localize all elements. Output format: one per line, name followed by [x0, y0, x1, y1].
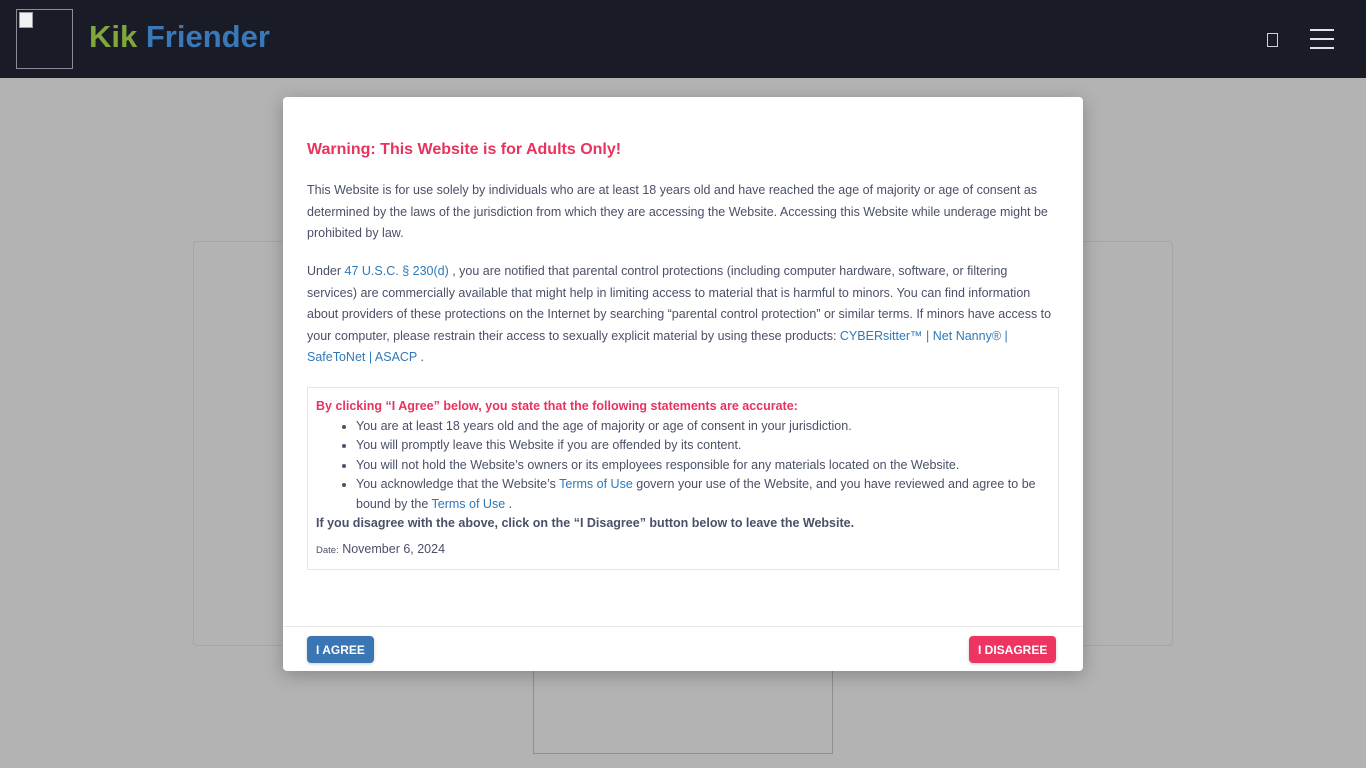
brand-part-kik: Kik: [89, 19, 138, 54]
date-label: Date:: [316, 545, 339, 556]
asacp-link[interactable]: ASACP: [374, 350, 418, 365]
hamburger-line: [1310, 29, 1334, 31]
safetonet-link[interactable]: SafeToNet: [307, 350, 366, 365]
adult-notice-paragraph: This Website is for use solely by individuals who are at least 18 years old and have reached the age of majority or age of consent as determined by the laws of the jurisdiction from which they are accessing the Website. Accessing this Website while underage might be prohibited by law.: [307, 183, 1048, 241]
item4-part3: .: [505, 496, 513, 511]
site-logo[interactable]: [16, 9, 73, 69]
law-link[interactable]: 47 U.S.C. § 230(d): [344, 264, 449, 278]
modal-title: Warning: This Website is for Adults Only!: [307, 141, 622, 158]
agreement-list: [356, 417, 1046, 514]
brand-part-friender: Friender: [145, 19, 270, 54]
broken-image-icon: [19, 12, 33, 28]
para2-end: .: [417, 350, 424, 365]
modal-footer: [283, 626, 1083, 671]
list-item: • You will not hold the Website’s owners or its employees responsible for any materials located on the Website.: [356, 456, 1046, 475]
agreement-heading: By clicking “I Agree” below, you state that the following statements are accurate:: [316, 399, 798, 413]
net-nanny-link[interactable]: Net Nanny®: [932, 328, 1002, 343]
parental-control-paragraph: [307, 261, 1059, 369]
hamburger-line: [1310, 47, 1334, 49]
cybersitter-link[interactable]: CYBERsitter™: [839, 328, 923, 343]
placeholder-glyph-icon[interactable]: [1267, 33, 1278, 47]
background-box: [533, 668, 833, 754]
separator: |: [922, 328, 933, 343]
date-value: November 6, 2024: [342, 542, 446, 556]
para2-prefix: Under: [307, 264, 345, 278]
hamburger-menu-icon[interactable]: [1310, 29, 1334, 49]
disagree-button[interactable]: I DISAGREE: [969, 636, 1056, 663]
separator: |: [365, 350, 375, 365]
item4-part2: govern your use of the Website, and you have reviewed and agree to be bound by the: [356, 477, 1036, 511]
para2-body: , you are notified that parental control protections (including computer hardware, software, or filtering services) are commercially available that might help in limiting access to material that is harmful to minors. You can find information about providers of these protections on the Internet by searching “parental control protection” or similar terms. If minors have access to your computer, please restrain their access to sexually explicit material by using these products:: [307, 264, 1052, 343]
agree-button[interactable]: I AGREE: [307, 636, 374, 663]
terms-of-use-link[interactable]: Terms of Use: [559, 477, 633, 492]
terms-of-use-link[interactable]: Terms of Use: [431, 496, 506, 511]
list-item: • You will promptly leave this Website if you are offended by its content.: [356, 436, 1046, 455]
item4-part1: You acknowledge that the Website’s: [356, 477, 560, 492]
age-verification-modal: [283, 97, 1083, 671]
list-item: [356, 475, 1046, 514]
separator: |: [1001, 328, 1008, 343]
date-row: [316, 542, 445, 556]
site-header: [0, 0, 1366, 78]
hamburger-line: [1310, 38, 1334, 40]
brand-name[interactable]: [89, 19, 270, 55]
list-item: • You are at least 18 years old and the age of majority or age of consent in your jurisdiction.: [356, 417, 1046, 436]
agreement-box: [307, 387, 1059, 570]
disagree-note: If you disagree with the above, click on the “I Disagree” button below to leave the Website.: [316, 516, 855, 530]
